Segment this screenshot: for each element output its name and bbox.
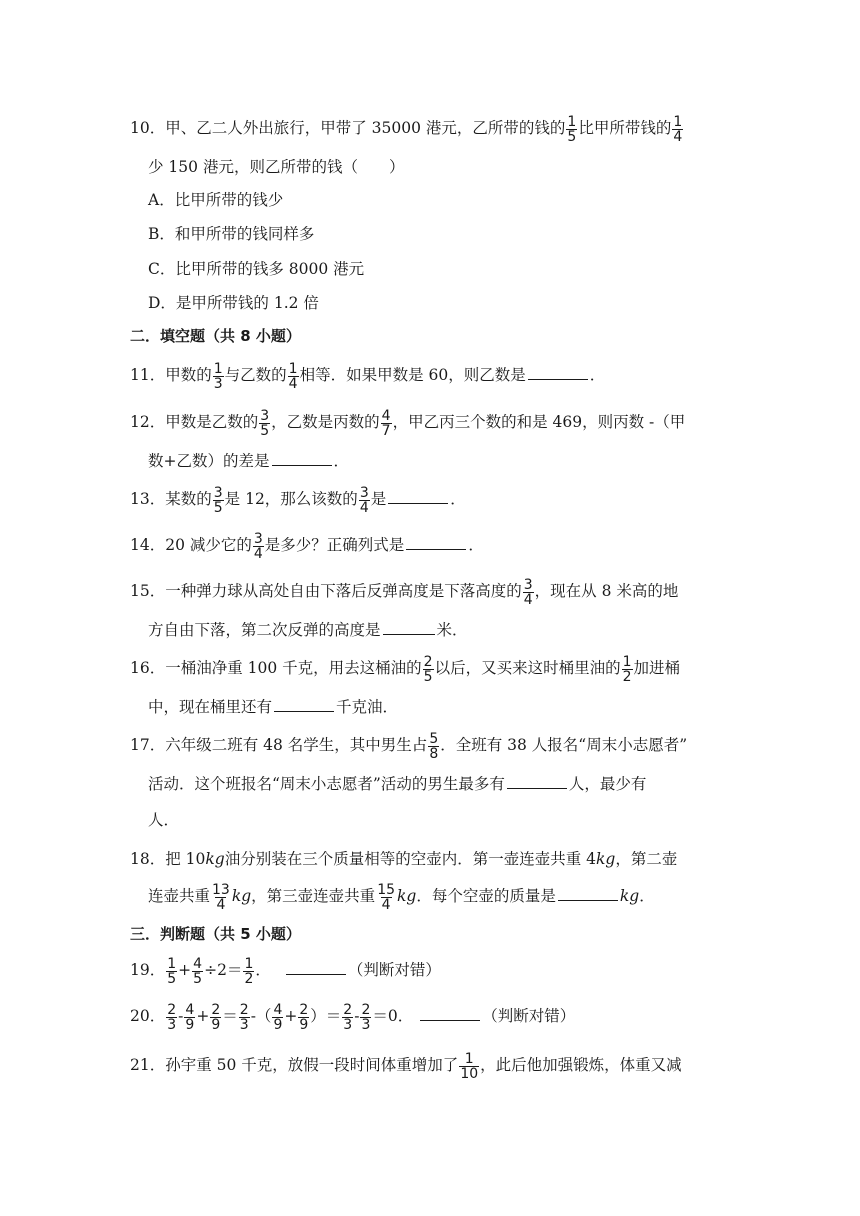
q15-text: 15．一种弹力球从高处自由下落后反弹高度是下落高度的 [130,582,522,600]
operator: ＝ [222,1007,238,1025]
numerator: 3 [213,484,223,501]
q16-text: 16．一桶油净重 100 千克，用去这桶油的 [130,659,422,677]
q10-text: 比甲所带钱的 [578,119,672,137]
numerator: 3 [253,530,263,547]
denominator: 4 [673,128,683,145]
fraction [672,115,683,144]
operator: ）＝ [310,1007,342,1025]
question-11 [130,360,605,391]
fraction [243,957,254,986]
q11-text: ． [589,366,606,384]
denominator: 9 [299,1016,309,1033]
q18-text: ．每个空壶的质量是 [416,887,556,905]
denominator: 8 [429,745,439,762]
question-21 [130,1050,682,1081]
q18-text: 油分别装在三个质量相等的空壶内．第一壶连壶共重 4 [224,850,596,868]
denominator: 3 [361,1016,371,1033]
q17-line2 [148,769,646,799]
option-c: C．比甲所带的钱多 8000 港元 [148,260,365,278]
operator: - [354,1007,360,1025]
unit-kg: kg [205,850,225,868]
denominator: 3 [239,1016,249,1033]
question-14 [130,530,484,561]
numerator: 5 [429,730,439,747]
numerator: 2 [343,1001,353,1018]
q12-text: ． [333,452,350,470]
fraction [381,409,392,438]
unit-kg: kg [619,887,640,905]
q10-line2: 少 150 港元，则乙所带的钱（ ） [148,158,405,176]
q15-text: ，现在从 8 米高的地 [534,582,679,600]
section-heading-true-false: 三．判断题（共 5 小题） [130,925,301,943]
denominator: 4 [381,896,391,913]
q21-text: ，此后他加强锻炼，体重又减 [480,1056,682,1074]
denominator: 4 [253,545,263,562]
numerator: 15 [377,881,396,898]
denominator: 5 [567,128,577,145]
question-16 [130,653,680,684]
fraction [376,883,396,912]
answer-blank[interactable] [507,770,567,789]
q17-text: 人，最少有 [568,775,647,793]
q17-text: 活动．这个班报名“周末小志愿者”活动的男生最多有 [148,775,505,793]
question-13 [130,484,466,515]
numerator: 1 [244,955,254,972]
fraction [523,578,534,607]
fraction [428,732,439,761]
denominator: 4 [216,896,226,913]
denominator: 2 [244,970,254,987]
denominator: 4 [523,591,533,608]
q17-text: ．全班有 38 人报名“周末小志愿者” [440,736,688,754]
denominator: 5 [423,668,433,685]
numerator: 2 [361,1001,371,1018]
answer-blank[interactable] [528,361,588,380]
denominator: 3 [167,1016,177,1033]
q11-text: 11．甲数的 [130,366,212,384]
option-a: A．比甲所带的钱少 [148,191,284,209]
fraction [272,1003,283,1032]
q16-line2 [148,692,398,722]
operator: + [178,961,192,979]
question-15 [130,576,678,607]
question-12 [130,407,685,438]
q16-text: 中，现在桶里还有 [148,698,273,716]
fraction [423,655,434,684]
numerator: 2 [299,1001,309,1018]
option-b: B．和甲所带的钱同样多 [148,225,315,243]
q18-line2 [148,881,655,912]
answer-blank[interactable] [286,956,346,975]
q15-line2 [148,615,468,645]
denominator: 10 [460,1065,479,1082]
denominator: 9 [211,1016,221,1033]
judge-hint: （判断对错） [347,961,441,979]
answer-blank[interactable] [274,693,334,712]
numerator: 1 [213,360,223,377]
denominator: 9 [185,1016,195,1033]
option-d: D．是甲所带钱的 1.2 倍 [148,294,319,312]
operator: + [284,1007,298,1025]
fraction [239,1003,250,1032]
q18-text: ． [639,887,655,905]
question-18 [130,844,677,874]
fraction [288,362,299,391]
unit-kg: kg [397,887,417,905]
q12-text: ，甲乙丙三个数的和是 469，则丙数 -（甲 [392,413,686,431]
fraction [166,957,177,986]
fraction [342,1003,353,1032]
q19-text: ． [255,961,271,979]
question-17 [130,730,687,761]
denominator: 9 [273,1016,283,1033]
operator: ÷2＝ [204,961,243,979]
q12-text: 12．甲数是乙数的 [130,413,259,431]
answer-blank[interactable] [383,616,435,635]
fraction [622,655,633,684]
operator: ＝0． [372,1007,414,1025]
numerator: 3 [523,576,533,593]
fraction [211,883,231,912]
denominator: 4 [288,375,298,392]
numerator: 3 [359,484,369,501]
q18-text: ，第三壶连壶共重 [251,887,376,905]
fraction [359,486,370,515]
unit-kg: kg [596,850,616,868]
numerator: 4 [381,407,391,424]
fraction [259,409,270,438]
judge-hint: （判断对错） [482,1007,576,1025]
q19-text: 19． [130,961,166,979]
numerator: 2 [167,1001,177,1018]
q16-text: 加进桶 [633,659,681,677]
fraction [213,486,224,515]
answer-blank[interactable] [272,447,332,466]
q14-text: 14．20 减少它的 [130,536,252,554]
q13-text: 13．某数的 [130,490,212,508]
answer-blank[interactable] [388,485,448,504]
numerator: 1 [288,360,298,377]
q12-text: 数+乙数）的差是 [148,452,270,470]
numerator: 2 [211,1001,221,1018]
numerator: 4 [185,1001,195,1018]
q13-text: 是 [370,490,387,508]
numerator: 1 [673,113,683,130]
fraction [213,362,224,391]
denominator: 5 [167,970,177,987]
q12-line2 [148,446,349,476]
q12-text: ，乙数是丙数的 [271,413,380,431]
denominator: 2 [622,668,632,685]
numerator: 1 [622,653,632,670]
q14-text: 是多少？正确列式是 [264,536,405,554]
q17-line3: 人． [148,811,180,829]
answer-blank[interactable] [420,1002,480,1021]
operator: -（ [250,1007,272,1025]
section-heading-fill-blank: 二．填空题（共 8 小题） [130,327,301,345]
question-20 [130,1001,575,1032]
fraction [298,1003,309,1032]
fraction [192,957,203,986]
fraction [184,1003,195,1032]
q18-text: ，第二壶 [615,850,678,868]
denominator: 7 [381,422,391,439]
fraction [166,1003,177,1032]
fraction [253,532,264,561]
fraction [210,1003,221,1032]
question-10 [130,113,684,144]
question-19 [130,955,441,986]
numerator: 1 [167,955,177,972]
numerator: 13 [212,881,230,898]
numerator: 2 [239,1001,249,1018]
answer-blank[interactable] [558,882,618,901]
fraction [566,115,577,144]
numerator: 1 [464,1050,474,1067]
q18-text: 18．把 10 [130,850,206,868]
q15-text: 方自由下落，第二次反弹的高度是 [148,621,381,639]
q13-text: 是 12，那么该数的 [224,490,358,508]
q14-text: ． [468,536,484,554]
q13-text: ． [450,490,466,508]
q17-text: 17．六年级二班有 48 名学生，其中男生占 [130,736,428,754]
q20-text: 20． [130,1007,166,1025]
denominator: 3 [343,1016,353,1033]
denominator: 4 [359,499,369,516]
fraction [459,1052,479,1081]
denominator: 5 [213,499,223,516]
denominator: 5 [193,970,203,987]
numerator: 1 [567,113,577,130]
q16-text: 千克油． [336,698,399,716]
operator: + [196,1007,210,1025]
answer-blank[interactable] [406,531,466,550]
denominator: 3 [213,375,223,392]
q15-text: 米． [436,621,468,639]
denominator: 5 [260,422,270,439]
unit-kg: kg [231,887,252,905]
q11-text: 与乙数的 [224,366,287,384]
operator: - [178,1007,184,1025]
q18-text: 连壶共重 [148,887,211,905]
numerator: 2 [423,653,433,670]
q10-text: 10．甲、乙二人外出旅行，甲带了 35000 港元，乙所带的钱的 [130,119,566,137]
fraction [360,1003,371,1032]
q16-text: 以后，又买来这时桶里油的 [434,659,621,677]
q21-text: 21．孙宇重 50 千克，放假一段时间体重增加了 [130,1056,459,1074]
numerator: 4 [273,1001,283,1018]
q11-text: 相等．如果甲数是 60，则乙数是 [299,366,526,384]
numerator: 4 [193,955,203,972]
numerator: 3 [260,407,270,424]
